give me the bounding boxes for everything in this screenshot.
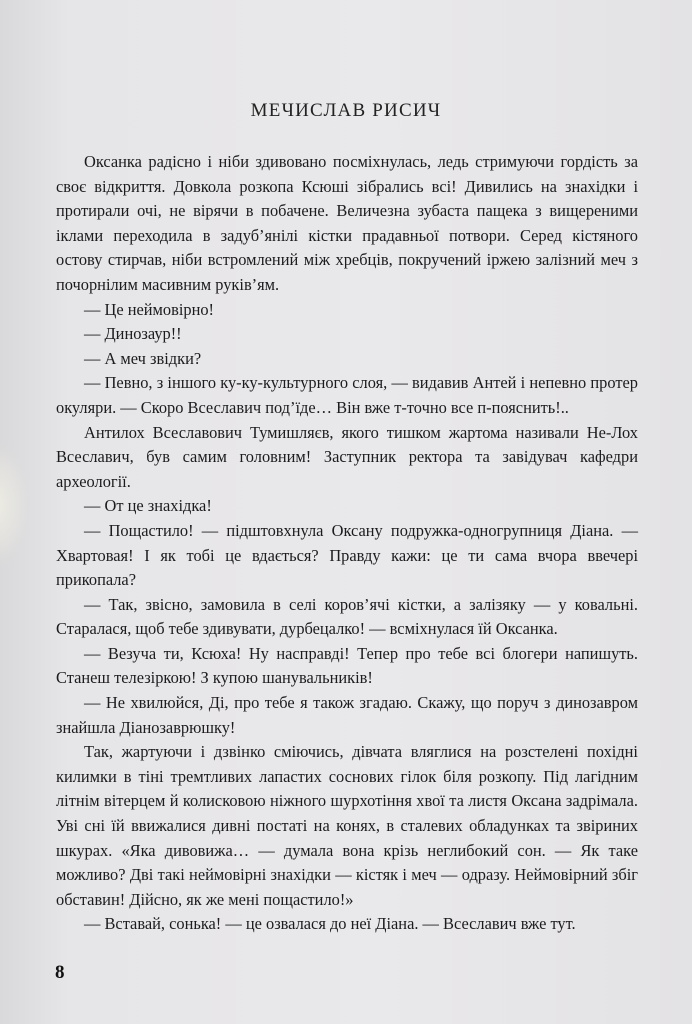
body-text [56, 150, 638, 937]
paragraph: — Вставай, сонька! — це озвалася до неї Діана. — Всеславич вже тут. [84, 914, 576, 934]
paragraph: — Везуча ти, Ксюха! Ну насправді! Тепер про тебе всі блогери напишуть. Станеш телезіркою! З купою шанувальників! [56, 643, 638, 688]
paragraph: — Так, звісно, замовила в селі коров’ячі кістки, а залізяку — у ковальні. Старалася, щоб тебе здивувати, дурбецалко! — всміхнулася їй Оксанка. [56, 594, 638, 639]
paragraph: — Пощастило! — підштовхнула Оксану подружка-одногрупниця Діана. — Хвартовая! І як тобі це вдається? Правду кажи: це ти сама вчора ввечері прикопала? [56, 520, 638, 590]
running-head: МЕЧИСЛАВ РИСИЧ [250, 100, 442, 121]
paragraph: — Динозаур!! [84, 324, 182, 344]
paragraph: — Не хвилюйся, Ді, про тебе я також згадаю. Скажу, що поруч з динозавром знайшла Діанозаврюшку! [56, 693, 638, 737]
paragraph: — От це знахідка! [84, 496, 212, 516]
paragraph: — А меч звідки? [84, 348, 202, 368]
paragraph: — Певно, з іншого ку-ку-культурного слоя, — видавив Антей і непевно протер окуляри. — Скоро Всеславич под’їде… Він вже т-точно все п-пояснить!.. [56, 373, 638, 417]
paragraph: Так, жартуючи і дзвінко сміючись, дівчата вляглися на розстелені похідні килимки в тіні тремтливих лапастих соснових гілок біля розкопу. Під лагідним літнім вітерцем й колисковою ніжного шурхотіння хвої та листя Оксана задрімала. Уві сні їй ввижалися дивні постаті на конях, в сталевих обладунках та звіриних шкурах. «Яка дивовижа… — думала вона крізь неглибокий сон. — Як таке можливо? Дві такі неймовірні знахідки — кістяк і меч — одразу. Неймовірний збіг обставин! Дійсно, як же мені пощастило!» [56, 742, 638, 909]
paragraph: Оксанка радісно і ніби здивовано посміхнулась, ледь стримуючи гордість за своє відкриття. Довкола розкопа Ксюші зібрались всі! Дивились на знахідки і протирали очі, не вірячи в побачене. Величезна зубаста пащека з вищереними іклами переходила в задуб’янілі кістки прадавньої потвори. Серед кістяного остову стирчав, ніби встромлений між хребців, покручений іржею залізний меч з почорнілим масивним руків’ям. [56, 152, 638, 294]
page-light-spot [0, 440, 30, 570]
page-number: 8 [55, 962, 65, 983]
paragraph: — Це неймовірно! [84, 299, 214, 319]
paragraph: Антилох Всеславович Тумишляєв, якого тишком жартома називали Не-Лох Всеславич, був самим головним! Заступник ректора та завідувач кафедри археології. [56, 422, 638, 491]
